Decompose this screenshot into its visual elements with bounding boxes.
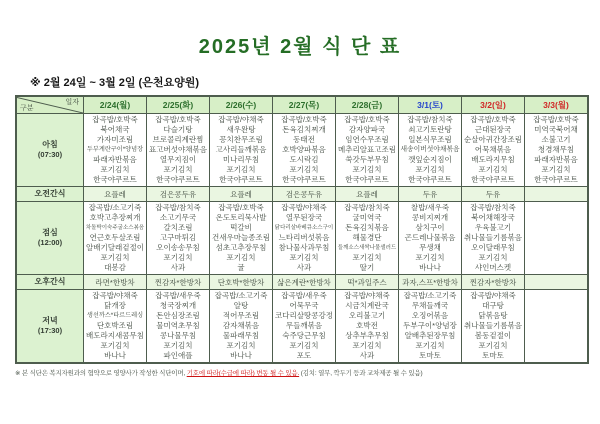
menu-item: 깻잎순지짐이: [408, 155, 452, 164]
menu-item: 한국야쿠르트: [156, 175, 200, 184]
menu-item: 단호박조림: [96, 321, 134, 330]
menu-cell: [399, 202, 462, 275]
menu-item: 파래자반볶음: [93, 155, 137, 164]
row-label-점심: [16, 202, 84, 275]
menu-item: 열무된장국: [285, 213, 323, 222]
menu-item: 미나리무침: [222, 155, 260, 164]
column-header-2/28(금): 2/28(금): [336, 96, 399, 114]
menu-cell: [273, 290, 336, 364]
menu-item: 포기김치: [415, 253, 445, 262]
menu-item: 잡곡밥/참치죽: [407, 115, 453, 124]
menu-item: 포기김치: [478, 165, 508, 174]
row-time: (12:00): [37, 238, 63, 247]
menu-item: 포기김치: [226, 253, 256, 262]
menu-cell: 떡*과일주스: [336, 275, 399, 290]
menu-item: 코다리살땅콩강정: [275, 311, 333, 320]
menu-item: 귤: [237, 263, 245, 272]
menu-cell: [147, 202, 210, 275]
menu-item: 닭다리살바베큐소스구이: [274, 225, 334, 231]
menu-item: 청경채무침: [537, 145, 575, 154]
menu-cell: 검은콩두유: [273, 187, 336, 202]
menu-item: 잡곡밥/새우죽: [155, 291, 201, 300]
menu-item: 두부구이*양념장: [403, 321, 457, 330]
menu-item: 감자채볶음: [222, 321, 260, 330]
menu-item: 포기김치: [163, 165, 193, 174]
menu-cell: [273, 114, 336, 187]
menu-item: 건새우마늘종조림: [212, 233, 270, 242]
menu-item: 호박양파볶음: [282, 145, 326, 154]
menu-item: 동태전: [293, 135, 315, 144]
menu-item: 포기김치: [163, 253, 193, 262]
menu-item: 표고버섯야채볶음: [149, 145, 207, 154]
row-저녁: [16, 290, 588, 364]
menu-item: 포기김치: [478, 341, 508, 350]
menu-cell: 두유: [399, 187, 462, 202]
menu-item: 잡곡밥/소고기죽: [403, 291, 457, 300]
menu-cell: [525, 187, 589, 202]
menu-item: 해물경단: [352, 233, 382, 242]
menu-item: 물파래무침: [222, 331, 260, 340]
menu-item: 포기김치: [352, 165, 382, 174]
menu-item: 새우완탕: [226, 125, 256, 134]
menu-item: 오징어볶음: [411, 311, 449, 320]
menu-item: 일본식무조림: [408, 135, 452, 144]
row-label-text: 아침: [42, 140, 58, 149]
menu-item: 쑥갓두부무침: [345, 155, 389, 164]
menu-item: 근대된장국: [474, 125, 512, 134]
menu-item: 대봉감: [104, 263, 126, 272]
row-label-text: 오전간식: [34, 189, 66, 198]
menu-item: 숙주당근무침: [282, 331, 326, 340]
menu-cell: [147, 114, 210, 187]
menu-item: 포기김치: [415, 341, 445, 350]
meal-table: [15, 95, 589, 364]
menu-item: 바나나: [104, 351, 126, 360]
menu-item: 잡곡밥/야채죽: [92, 291, 138, 300]
menu-item: 쇠고기토란탕: [408, 125, 452, 134]
menu-item: 삼치구이: [415, 223, 445, 232]
menu-cell: [462, 202, 525, 275]
menu-cell: [84, 114, 147, 187]
menu-item: 생선까스*타르드레싱: [86, 312, 144, 319]
menu-cell: [210, 114, 273, 187]
menu-item: 굴미역국: [352, 213, 382, 222]
row-label-text: 오후간식: [34, 277, 66, 286]
menu-item: 순살아귀간장조림: [464, 135, 522, 144]
menu-item: 한국야쿠르트: [471, 175, 515, 184]
menu-item: 포기김치: [289, 253, 319, 262]
menu-cell: [210, 290, 273, 364]
menu-item: 잡곡밥/야채죽: [470, 291, 516, 300]
footnote-suffix: (김치: 열무, 깍두기 등과 교차제공 될 수 있음): [299, 370, 423, 377]
menu-item: 잡곡밥/참치죽: [470, 203, 516, 212]
menu-item: 토마토: [482, 351, 504, 360]
column-header-3/1(토): 3/1(토): [399, 96, 462, 114]
menu-item: 콩비지찌개: [411, 213, 449, 222]
menu-cell: [399, 290, 462, 364]
menu-item: 무채들깨국: [411, 301, 449, 310]
menu-item: 곤드레나물볶음: [404, 233, 456, 242]
menu-cell: 요플레: [84, 187, 147, 202]
menu-item: 가자미조림: [96, 135, 134, 144]
menu-cell: [525, 202, 589, 275]
footnote: [15, 368, 600, 377]
menu-item: 새송이버섯야채볶음: [400, 146, 460, 153]
menu-item: 느타리버섯볶음: [278, 233, 330, 242]
menu-cell: [525, 275, 589, 290]
row-오후간식: [16, 275, 588, 290]
menu-item: 잡곡밥/호박죽: [92, 115, 138, 124]
menu-item: 우육불고기: [474, 223, 512, 232]
meal-table-container: [15, 95, 600, 364]
menu-item: 호박고추장찌개: [89, 213, 141, 222]
menu-item: 포기김치: [352, 253, 382, 262]
menu-item: 포기김치: [415, 165, 445, 174]
menu-item: 어묵무국: [289, 301, 319, 310]
menu-item: 포기김치: [352, 341, 382, 350]
menu-item: 취나물들기름볶음: [464, 321, 522, 330]
menu-item: 돈육김치볶음: [345, 223, 389, 232]
corner-label-category: 구분: [20, 105, 34, 112]
column-header-2/24(월): 2/24(월): [84, 96, 147, 114]
menu-item: 봄동겉절이: [474, 331, 512, 340]
menu-item: 한국야쿠르트: [93, 175, 137, 184]
table-body: [16, 114, 588, 364]
menu-item: 한국야쿠르트: [345, 175, 389, 184]
menu-item: 파인애플: [163, 351, 193, 360]
menu-item: 열무지짐이: [159, 155, 197, 164]
menu-item: 잡곡밥/야채죽: [218, 115, 264, 124]
menu-cell: 단호박*한방차: [210, 275, 273, 290]
menu-item: 잡곡밥/호박죽: [281, 115, 327, 124]
menu-cell: [273, 202, 336, 275]
menu-item: 어묵채볶음: [474, 145, 512, 154]
menu-item: 임연수무조림: [345, 135, 389, 144]
menu-cell: 요플레: [210, 187, 273, 202]
menu-item: 도시락김: [289, 155, 319, 164]
menu-item: 북어채국: [100, 125, 130, 134]
menu-item: 고구마튀김: [159, 233, 197, 242]
menu-cell: [147, 290, 210, 364]
menu-item: 차돌박이숙주굴소스볶음: [85, 225, 145, 231]
menu-item: 잡곡밥/참치죽: [155, 203, 201, 212]
row-time: (07:30): [37, 150, 63, 159]
menu-item: 사과: [359, 351, 375, 360]
menu-item: 딸기: [359, 263, 375, 272]
row-label-아침: [16, 114, 84, 187]
menu-cell: 검은콩두유: [147, 187, 210, 202]
menu-item: 포기김치: [100, 165, 130, 174]
menu-item: 잡곡밥/호박죽: [344, 115, 390, 124]
menu-item: 청국장찌개: [159, 301, 197, 310]
menu-item: 브로콜리계란찜: [152, 135, 204, 144]
menu-item: 잡곡밥/호박죽: [155, 115, 201, 124]
menu-item: 잡곡밥/야채죽: [281, 203, 327, 212]
corner-cell: [16, 96, 84, 114]
menu-item: 포기김치: [163, 341, 193, 350]
menu-item: 알탕: [233, 301, 249, 310]
menu-item: 갈치조림: [163, 223, 193, 232]
menu-item: 잡곡밥/소고기죽: [214, 291, 268, 300]
menu-item: 잡곡밥/소고기죽: [88, 203, 142, 212]
menu-cell: [399, 114, 462, 187]
menu-item: 물미역초무침: [156, 321, 200, 330]
menu-item: 꽁치찬무조림: [219, 135, 263, 144]
menu-item: 닭볶음탕: [478, 311, 508, 320]
menu-cell: 요플레: [336, 187, 399, 202]
menu-cell: 두유: [462, 187, 525, 202]
menu-item: 배도라지새콤무침: [86, 331, 144, 340]
column-header-2/26(수): 2/26(수): [210, 96, 273, 114]
menu-item: 콩나물무침: [159, 331, 197, 340]
menu-item: 미역국북어채: [534, 125, 578, 134]
row-label-text: 점심: [42, 228, 58, 237]
menu-item: 바나나: [230, 351, 252, 360]
menu-item: 오리불고기: [348, 311, 386, 320]
row-label-오전간식: [16, 187, 84, 202]
menu-cell: [336, 202, 399, 275]
menu-item: 잡곡밥/호박죽: [533, 115, 579, 124]
menu-item: 두부계란구이*양념장: [86, 146, 144, 153]
menu-item: 섬초고추장무침: [215, 243, 267, 252]
row-label-저녁: [16, 290, 84, 364]
column-header-2/25(화): 2/25(화): [147, 96, 210, 114]
menu-item: 들깨소스새싹나물샐러드: [337, 245, 397, 251]
row-오전간식: [16, 187, 588, 202]
menu-item: 포기김치: [478, 253, 508, 262]
page-title: 2025년 2월 식 단 표: [198, 36, 402, 58]
menu-item: 시금치계란국: [345, 301, 389, 310]
menu-item: 토마토: [419, 351, 441, 360]
menu-item: 한국야쿠르트: [282, 175, 326, 184]
footnote-prefix: ※ 본 식단은 복지자원과의 협약으로 영양사가 작성한 식단이며,: [15, 370, 187, 377]
menu-item: 연근호두살조림: [89, 233, 141, 242]
menu-cell: [336, 290, 399, 364]
header-row: [16, 96, 588, 114]
menu-item: 참나물사과무침: [278, 243, 330, 252]
menu-item: 잡곡밥/호박죽: [470, 115, 516, 124]
menu-item: 한국야쿠르트: [408, 175, 452, 184]
menu-item: 온도토리묵사발: [215, 213, 267, 222]
table-header: [16, 96, 588, 114]
menu-item: 샤인머스켓: [474, 263, 512, 272]
menu-item: 닭개장: [104, 301, 126, 310]
menu-item: 사과: [296, 263, 312, 272]
menu-item: 잡곡밥/참치죽: [344, 203, 390, 212]
menu-cell: 삶은계란*한방차: [273, 275, 336, 290]
menu-item: 포기김치: [289, 165, 319, 174]
menu-cell: [462, 114, 525, 187]
menu-cell: [462, 290, 525, 364]
menu-item: 무생채: [419, 243, 441, 252]
menu-item: 찰밥/새우죽: [410, 203, 450, 212]
column-header-2/27(목): 2/27(목): [273, 96, 336, 114]
corner-label-date: 일자: [65, 99, 79, 106]
menu-cell: [84, 202, 147, 275]
menu-item: 무들깨볶음: [285, 321, 323, 330]
menu-item: 호박전: [356, 321, 378, 330]
menu-item: 사과: [170, 263, 186, 272]
row-label-text: 저녁: [42, 316, 58, 325]
footnote-highlight: 기호에 따라(수급에 따라) 변동 될 수 있음.: [186, 370, 300, 377]
menu-item: 포기김치: [289, 341, 319, 350]
menu-item: 북어채해장국: [471, 213, 515, 222]
column-header-3/3(월): 3/3(월): [525, 96, 589, 114]
menu-item: 대구탕: [482, 301, 504, 310]
menu-item: 다슬기탕: [163, 125, 193, 134]
menu-item: 잡곡밥/새우죽: [281, 291, 327, 300]
menu-item: 떡갈비: [230, 223, 252, 232]
row-아침: [16, 114, 588, 187]
menu-item: 한국야쿠르트: [219, 175, 263, 184]
menu-item: 소불고기: [541, 135, 571, 144]
menu-item: 잡곡밥/야채죽: [344, 291, 390, 300]
date-range-subtitle: ※ 2월 24일 ~ 3월 2일 (은천요양원): [30, 77, 200, 89]
row-time: (17:30): [37, 326, 63, 335]
menu-cell: [525, 114, 589, 187]
menu-item: 배도라지무침: [471, 155, 515, 164]
column-header-3/2(일): 3/2(일): [462, 96, 525, 114]
menu-item: 고사리들깨볶음: [215, 145, 267, 154]
menu-cell: 과자,스프*한방차: [399, 275, 462, 290]
menu-item: 오이송송무침: [156, 243, 200, 252]
menu-cell: 라면*한방차: [84, 275, 147, 290]
menu-item: 한국야쿠르트: [534, 175, 578, 184]
menu-item: 파래자반볶음: [534, 155, 578, 164]
menu-item: 알배기달래겉절이: [86, 243, 144, 252]
menu-item: 돈안심장조림: [156, 311, 200, 320]
menu-item: 포기김치: [100, 253, 130, 262]
menu-cell: 찐감자*한방차: [147, 275, 210, 290]
menu-item: 적어무조림: [222, 311, 260, 320]
menu-cell: [210, 202, 273, 275]
menu-item: 오이달래무침: [471, 243, 515, 252]
menu-item: 잡곡밥/호박죽: [218, 203, 264, 212]
menu-item: 감자양파국: [348, 125, 386, 134]
menu-item: 돈육김치찌개: [282, 125, 326, 134]
menu-item: 메추리알표고조림: [338, 145, 396, 154]
menu-cell: [84, 290, 147, 364]
menu-item: 포도: [296, 351, 312, 360]
menu-item: 상추부추무침: [345, 331, 389, 340]
menu-item: 알배추된장무침: [404, 331, 456, 340]
menu-item: 포기김치: [100, 341, 130, 350]
menu-item: 바나나: [419, 263, 441, 272]
menu-cell: [525, 290, 589, 364]
row-label-오후간식: [16, 275, 84, 290]
menu-item: 포기김치: [226, 165, 256, 174]
menu-cell: 찐감자*한방차: [462, 275, 525, 290]
row-점심: [16, 202, 588, 275]
menu-item: 포기김치: [541, 165, 571, 174]
menu-item: 소고기무국: [159, 213, 197, 222]
menu-cell: [336, 114, 399, 187]
menu-item: 취나물들기름볶음: [464, 233, 522, 242]
menu-item: 포기김치: [226, 341, 256, 350]
